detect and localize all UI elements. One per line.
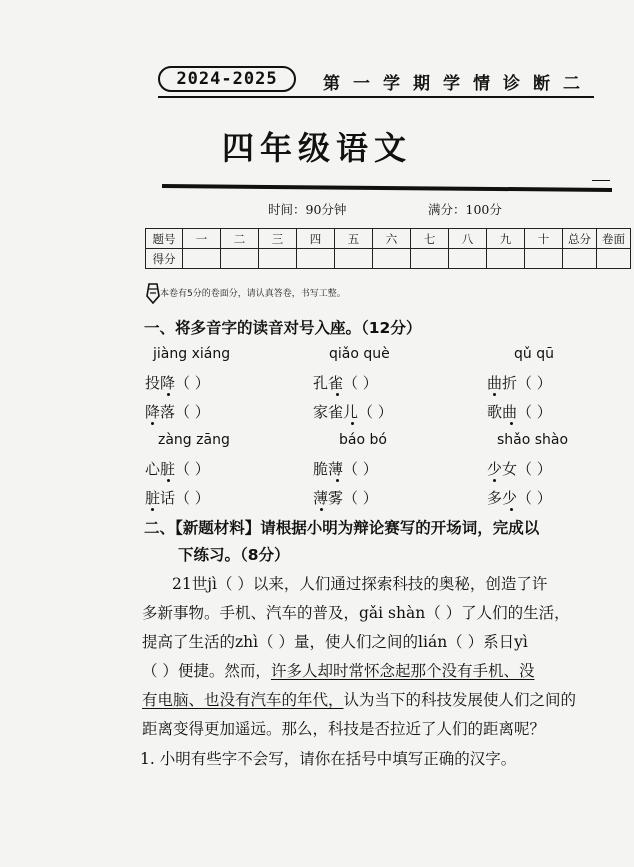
emphasis-dot	[493, 393, 496, 396]
table-cell: 四	[297, 229, 335, 249]
pinyin-label: qǔ qū	[514, 346, 554, 362]
page-title: 四年级语文	[221, 129, 412, 167]
year-badge: 2024-2025	[158, 66, 296, 92]
question-1: 1. 小明有些字不会写，请你在括号中填写正确的汉字。	[140, 750, 517, 768]
table-cell: 五	[335, 229, 373, 249]
word-blank[interactable]: 歌曲（ ）	[487, 403, 552, 421]
table-cell: 六	[373, 229, 411, 249]
score-cell[interactable]	[183, 249, 221, 269]
word-blank[interactable]: 家雀儿（ ）	[313, 403, 393, 421]
passage-text: （ ）便捷。然而，	[142, 662, 271, 680]
score-cell[interactable]	[487, 249, 525, 269]
table-cell: 二	[221, 229, 259, 249]
passage-line: 提高了生活的zhì（ ）量，使人们之间的lián（ ）系日yì	[142, 633, 528, 651]
pinyin-label: zàng zāng	[158, 432, 230, 448]
word-blank[interactable]: 降落（ ）	[145, 403, 210, 421]
emphasis-dot	[510, 508, 513, 511]
table-cell: 十	[525, 229, 563, 249]
section-1-heading: 一、将多音字的读音对号入座。（12分）	[144, 319, 422, 337]
emphasis-dot	[320, 508, 323, 511]
passage-line: 距离变得更加遥远。那么，科技是否拉近了人们的距离呢？	[142, 720, 546, 738]
word-blank[interactable]: 脆薄（ ）	[313, 460, 378, 478]
word-blank[interactable]: 脏话（ ）	[145, 489, 210, 507]
passage-line: 多新事物。手机、汽车的普及，gǎi shàn（ ）了人们的生活，	[142, 604, 570, 622]
section-2-heading-cont: 下练习。（8分）	[178, 546, 290, 564]
word-blank[interactable]: 多少（ ）	[487, 489, 552, 507]
word-blank[interactable]: 投降（ ）	[145, 374, 210, 392]
score-cell[interactable]	[525, 249, 563, 269]
title-divider	[162, 184, 612, 192]
word-blank[interactable]: 少女（ ）	[487, 460, 552, 478]
score-cell[interactable]	[259, 249, 297, 269]
emphasis-dot	[167, 393, 170, 396]
pinyin-label: jiàng xiáng	[153, 346, 231, 362]
divider-tick	[592, 180, 610, 181]
table-cell: 总分	[563, 229, 597, 249]
emphasis-dot	[151, 422, 154, 425]
emphasis-dot	[336, 479, 339, 482]
exam-subtitle: 第一学期学情诊断二	[323, 74, 593, 94]
score-cell[interactable]	[335, 249, 373, 269]
table-cell: 卷面	[597, 229, 631, 249]
table-cell: 七	[411, 229, 449, 249]
underlined-sentence: 有电脑、也没有汽车的年代，	[142, 691, 344, 709]
instruction-note: 本卷有5分的卷面分，请认真答卷，书写工整。	[160, 289, 346, 299]
section-2-heading: 二、【新题材料】请根据小明为辩论赛写的开场词，完成以	[144, 519, 540, 537]
score-cell[interactable]	[411, 249, 449, 269]
emphasis-dot	[510, 422, 513, 425]
emphasis-dot	[336, 393, 339, 396]
emphasis-dot	[493, 479, 496, 482]
score-cell[interactable]	[597, 249, 631, 269]
passage-line	[142, 688, 576, 710]
score-cell[interactable]	[221, 249, 259, 269]
exam-time: 时间：90分钟	[268, 202, 347, 217]
score-table	[145, 228, 631, 269]
score-cell[interactable]	[297, 249, 335, 269]
exam-full-score: 满分：100分	[428, 202, 502, 217]
table-cell: 九	[487, 229, 525, 249]
underlined-sentence: 许多人却时常怀念起那个没有手机、没	[270, 662, 535, 680]
header-divider	[158, 96, 594, 98]
score-cell[interactable]	[449, 249, 487, 269]
table-row	[146, 249, 631, 269]
table-cell: 八	[449, 229, 487, 249]
passage-text: 认为当下的科技发展使人们之间的	[343, 691, 577, 709]
word-blank[interactable]: 孔雀（ ）	[313, 374, 378, 392]
word-blank[interactable]: 薄雾（ ）	[313, 489, 378, 507]
emphasis-dot	[151, 508, 154, 511]
pinyin-label: shǎo shào	[497, 432, 569, 448]
word-blank[interactable]: 心脏（ ）	[145, 460, 210, 478]
table-row	[146, 229, 631, 249]
pinyin-label: báo bó	[339, 432, 387, 448]
table-cell: 得分	[146, 249, 183, 269]
passage-line: 21世jì（ ）以来，人们通过探索科技的奥秘，创造了许	[172, 575, 548, 593]
word-blank[interactable]: 曲折（ ）	[487, 374, 552, 392]
pinyin-label: qiǎo què	[329, 346, 390, 362]
emphasis-dot	[167, 479, 170, 482]
emphasis-dot	[351, 422, 354, 425]
table-cell: 一	[183, 229, 221, 249]
score-cell[interactable]	[563, 249, 597, 269]
table-cell: 三	[259, 229, 297, 249]
score-cell[interactable]	[373, 249, 411, 269]
passage-line	[142, 659, 534, 681]
table-cell: 题号	[146, 229, 183, 249]
